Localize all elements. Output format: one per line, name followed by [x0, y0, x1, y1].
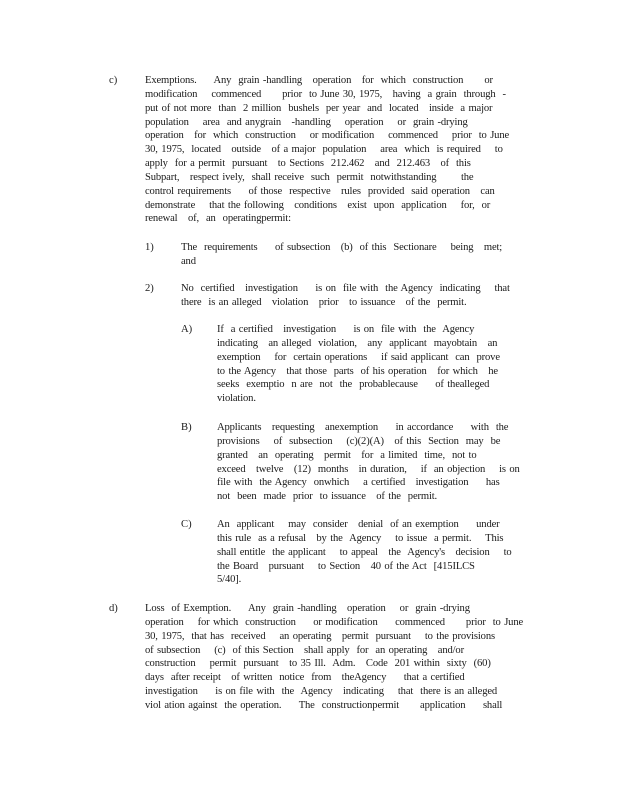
text-line: exceed twelve (12) months in duration, if an objection is on: [217, 463, 520, 475]
item-marker-2: 2): [145, 283, 154, 294]
text-line: renewal of, an operatingpermit:: [145, 213, 291, 225]
text-line: exemption for certain operations if said applicant can prove: [217, 351, 500, 363]
item-marker-B: B): [181, 422, 192, 433]
paragraph-C-applicant-denial: [217, 518, 512, 587]
text-line: An applicant may consider denial of an exemption under: [217, 519, 500, 530]
text-line: to the Agency that those parts of his operation for which he: [217, 365, 498, 377]
paragraph-A-certified-investigation: [217, 323, 500, 406]
text-line: provisions of subsection (c)(2)(A) of this Section may be: [217, 435, 501, 447]
paragraph-2-no-investigation: [181, 282, 510, 310]
text-line: of subsection (c) of this Section shall apply for an operating and/or: [145, 644, 464, 656]
text-line: Exemptions. Any grain -handling operation for which construction or: [145, 75, 493, 86]
text-line: Subpart, respect ively, shall receive such permit notwithstanding the: [145, 171, 474, 183]
text-line: construction permit pursuant to 35 Ill. Adm. Code 201 within sixty (60): [145, 658, 491, 670]
text-line: If a certified investigation is on file with the Agency: [217, 324, 475, 335]
text-line: violation.: [217, 393, 256, 405]
paragraph-B-applicants: [217, 421, 520, 504]
text-line: indicating an alleged violation, any applicant mayobtain an: [217, 337, 498, 349]
item-marker-1: 1): [145, 242, 154, 253]
text-line: granted an operating permit for a limited time, not to: [217, 449, 477, 461]
text-line: there is an alleged violation prior to issuance of the permit.: [181, 296, 467, 308]
text-line: population area and anygrain -handling operation or grain -drying: [145, 116, 468, 128]
text-line: operation for which construction or modification commenced prior to June: [145, 616, 524, 628]
text-line: demonstrate that the following conditions exist upon application for, or: [145, 199, 491, 211]
text-line: No certified investigation is on file with the Agency indicating that: [181, 283, 510, 294]
text-line: this rule as a refusal by the Agency to issue a permit. This: [217, 532, 504, 544]
text-line: Applicants requesting anexemption in accordance with the: [217, 422, 509, 433]
text-line: put of not more than 2 million bushels per year and located inside a major: [145, 102, 493, 114]
item-marker-C: C): [181, 519, 192, 530]
paragraph-c-exemptions: [145, 74, 509, 226]
text-line: Loss of Exemption. Any grain -handling operation or grain -drying: [145, 603, 470, 614]
text-line: 30, 1975, located outside of a major population area which is required to: [145, 144, 503, 156]
text-line: shall entitle the applicant to appeal the Agency's decision to: [217, 546, 512, 558]
text-line: apply for a permit pursuant to Sections 212.462 and 212.463 of this: [145, 158, 471, 170]
text-line: operation for which construction or modification commenced prior to June: [145, 130, 510, 142]
item-marker-d: d): [109, 603, 118, 614]
text-line: The requirements of subsection (b) of this Sectionare being met;: [181, 242, 503, 253]
text-line: not been made prior to issuance of the permit.: [217, 491, 438, 503]
text-line: days after receipt of written notice from theAgency that a certified: [145, 672, 465, 684]
paragraph-d-loss-of-exemption: [145, 602, 523, 713]
item-marker-A: A): [181, 324, 193, 335]
text-line: control requirements of those respective rules provided said operation can: [145, 185, 495, 197]
text-line: investigation is on file with the Agency indicating that there is an alleged: [145, 686, 498, 698]
text-line: file with the Agency onwhich a certified investigation has: [217, 477, 500, 489]
text-line: the Board pursuant to Section 40 of the Act [415ILCS: [217, 560, 475, 572]
item-marker-c: c): [109, 75, 118, 86]
text-line: viol ation against the operation. The constructionpermit application shall: [145, 699, 503, 711]
text-line: seeks exemptio n are not the probablecause of thealleged: [217, 379, 490, 391]
paragraph-1-requirements: [181, 241, 502, 269]
text-line: modification commenced prior to June 30, 1975, having a grain through -: [145, 88, 506, 100]
text-line: 5/40].: [217, 574, 242, 586]
text-line: 30, 1975, that has received an operating permit pursuant to the provisions: [145, 630, 495, 642]
text-line: and: [181, 255, 196, 267]
